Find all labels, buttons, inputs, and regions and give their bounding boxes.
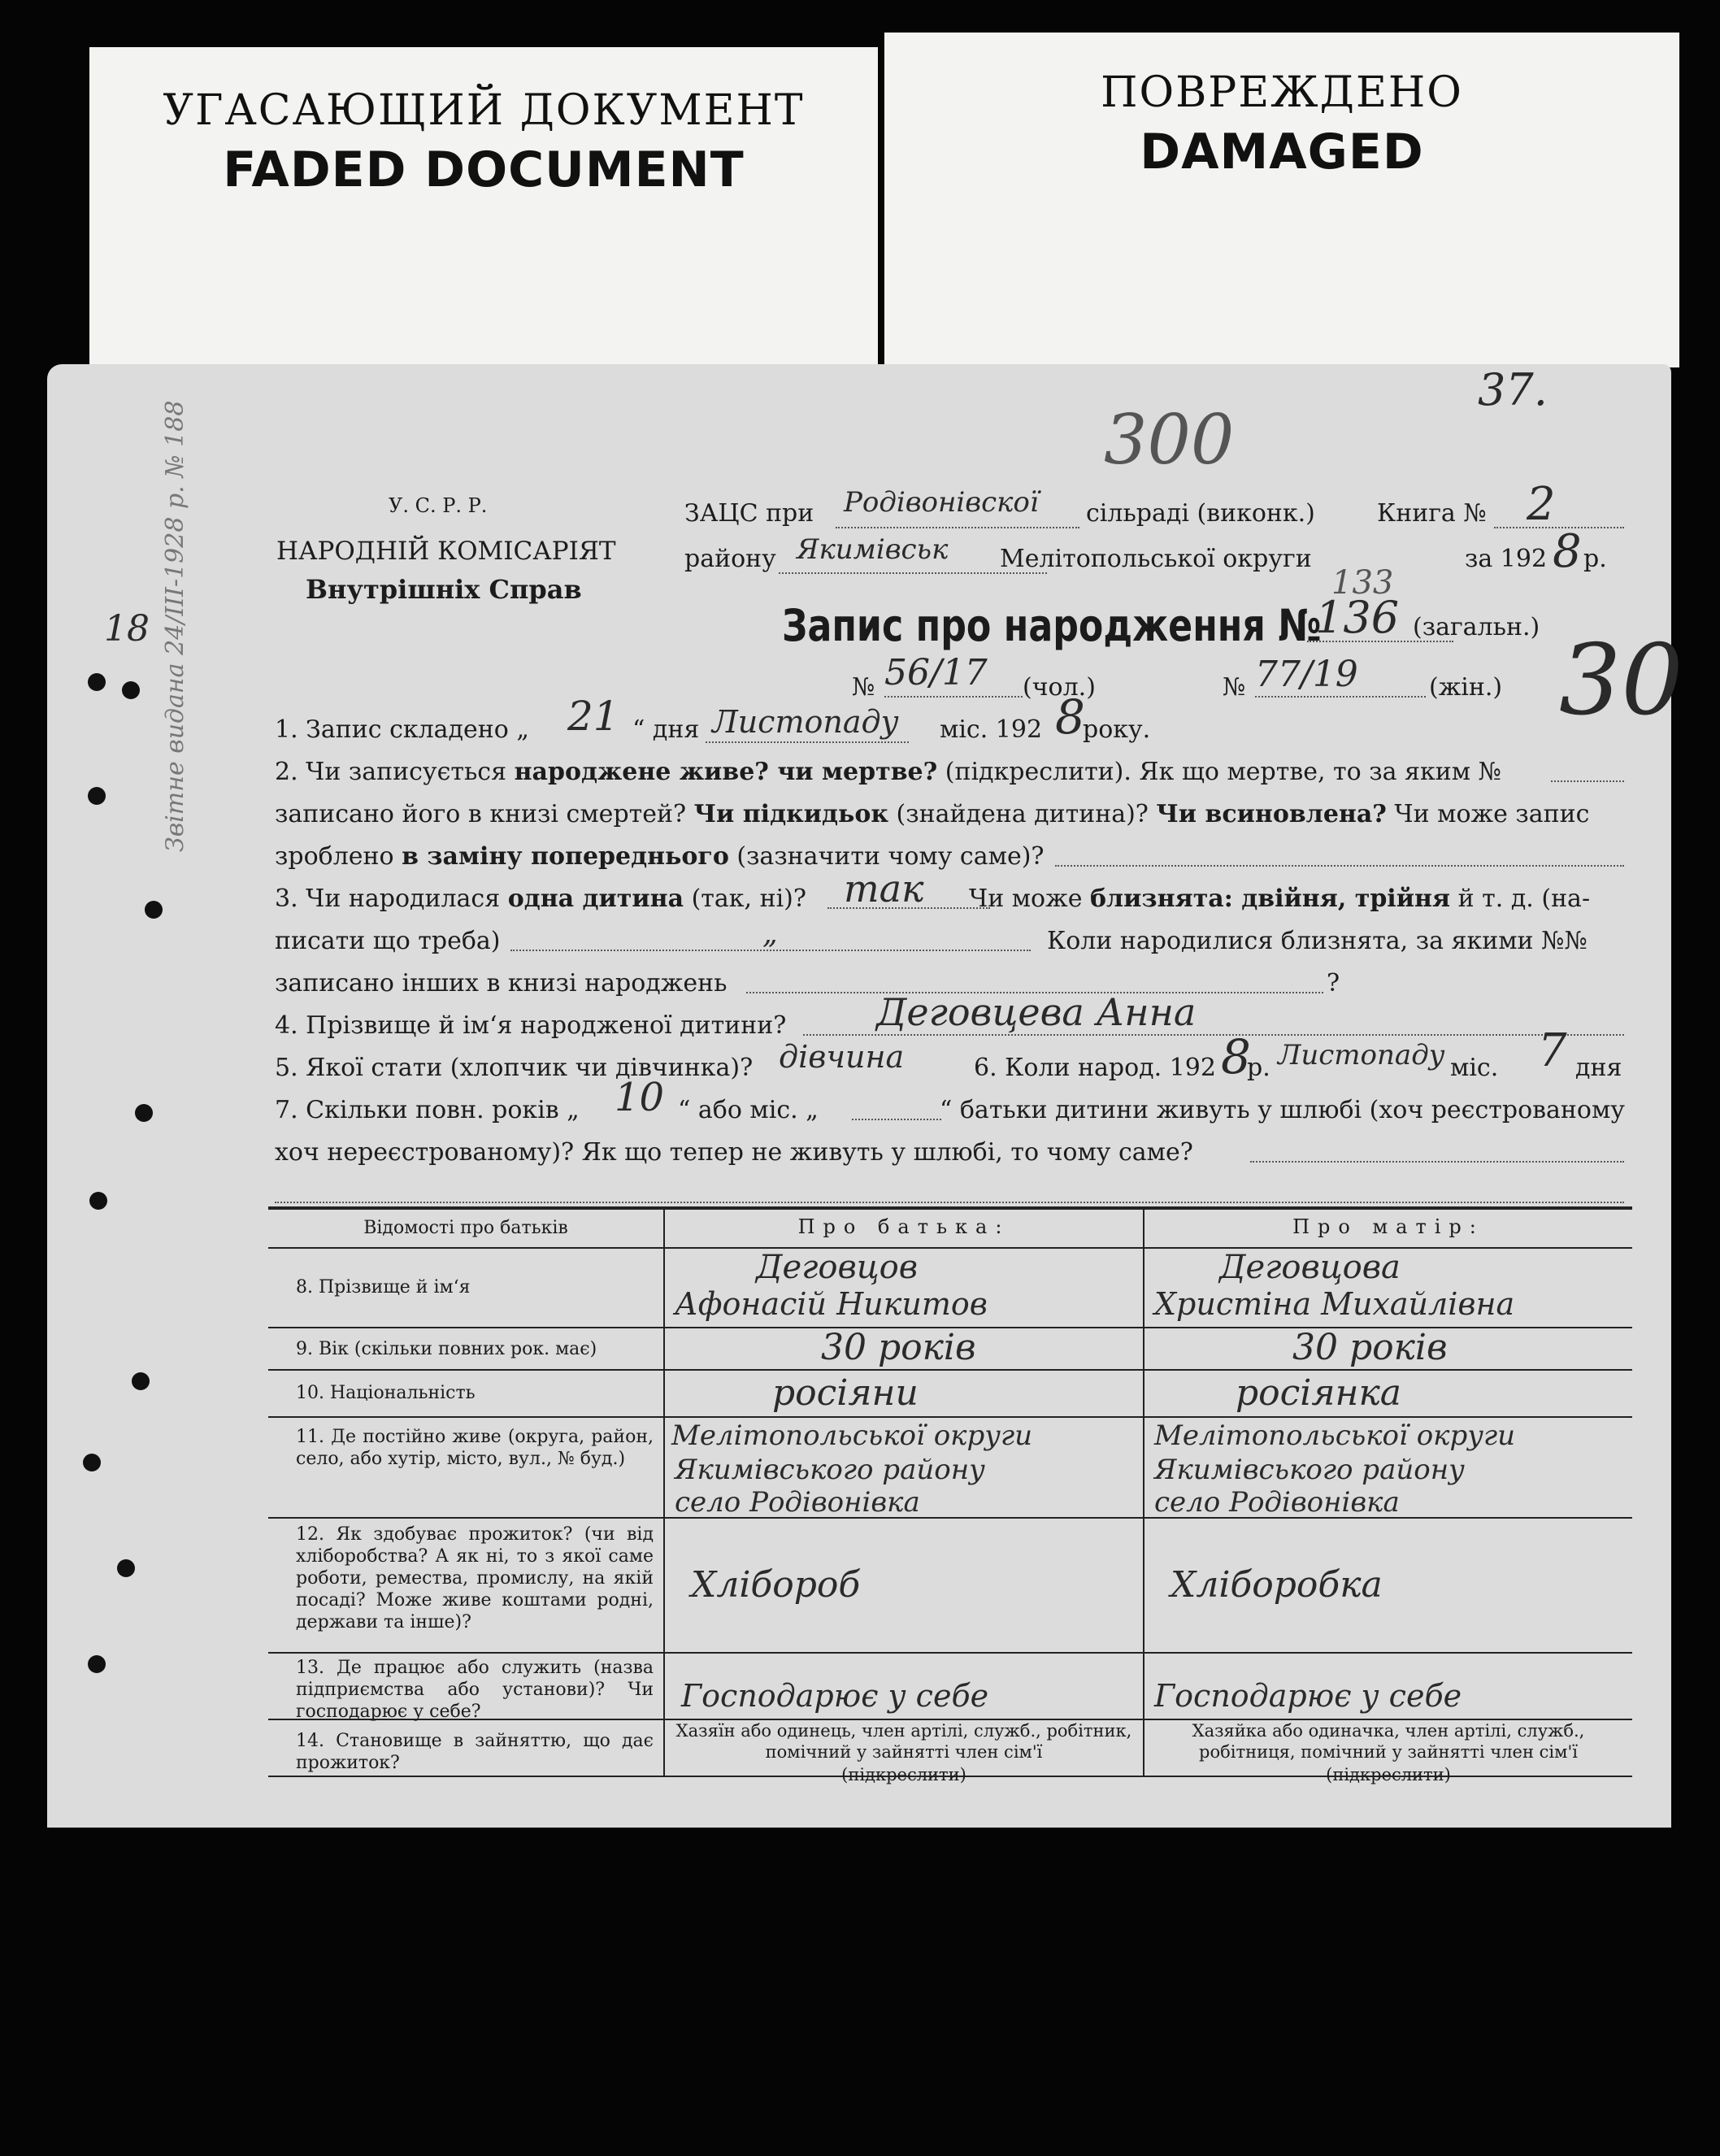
page-number: 37.	[1478, 364, 1548, 415]
internal-affairs-header: Внутрішніх Справ	[306, 574, 582, 605]
record-number: 300	[1104, 400, 1235, 480]
mother-name: Христіна Михайлівна	[1154, 1286, 1515, 1322]
mother-employment-note: (підкреслити)	[1326, 1765, 1451, 1784]
father-residence-2: Якимівського району	[675, 1454, 985, 1486]
female-number-label: (жін.)	[1429, 673, 1503, 702]
row-label-name: 8. Прізвище й ім‘я	[296, 1277, 471, 1298]
male-number-prefix: №	[852, 673, 875, 702]
district-value: Якимівськ	[797, 533, 949, 566]
record-total-number-top: 133	[1331, 564, 1394, 602]
total-label: (загальн.)	[1413, 613, 1540, 641]
binding-hole	[88, 673, 106, 691]
damaged-label-ru: ПОВРЕЖДЕНО	[1101, 68, 1463, 117]
father-livelihood: Хлібороб	[691, 1564, 861, 1606]
binding-hole	[135, 1104, 153, 1122]
q1-middle: “ дня	[632, 715, 700, 744]
q7-years: 10	[615, 1075, 665, 1120]
q3-line3-b: ?	[1327, 969, 1340, 998]
mother-workplace: Господарює у себе	[1154, 1678, 1462, 1714]
q1-prefix: 1. Запис складено „	[275, 715, 529, 744]
year-prefix: за 192	[1465, 545, 1548, 573]
book-label: Книга №	[1377, 499, 1487, 528]
binding-hole	[83, 1454, 101, 1471]
male-number-label: (чол.)	[1023, 673, 1096, 702]
q5-label: 5. Якої стати (хлопчик чи дівчинка)?	[275, 1054, 754, 1082]
faded-label-en: FADED DOCUMENT	[223, 141, 745, 198]
margin-vertical-note: Звітне видана 24/ІІІ-1928 р. № 188	[161, 400, 189, 852]
mother-employment-options: Хазяйка або одиначка, член артілі, служб., робітниця, помічний у зайнятті член сім'ї	[1192, 1721, 1585, 1762]
mother-residence-3: село Родівонівка	[1154, 1486, 1400, 1519]
binding-hole	[122, 681, 140, 699]
row-label-workplace: 13. Де працює або служить (назва підприємства або установи)? Чи господарює у себе?	[296, 1658, 654, 1722]
father-residence-1: Мелітопольської округи	[671, 1419, 1033, 1452]
q4-answer: Деговцева Анна	[876, 990, 1197, 1034]
father-workplace: Господарює у себе	[681, 1678, 989, 1714]
binding-hole	[117, 1559, 135, 1577]
q7-line2: хоч нереєстрованому)? Як що тепер не живуть у шлюбі, то чому саме?	[275, 1138, 1193, 1167]
q1-year: 8	[1055, 689, 1085, 745]
q6-month: Листопаду	[1278, 1039, 1445, 1071]
mother-nationality: росіянка	[1236, 1372, 1401, 1414]
book-number-value: 2	[1527, 478, 1556, 531]
row-label-livelihood: 12. Як здобуває прожиток? (чи від хліборобства? А як ні, то з якої саме роботи, ремества, промислу, на якій посаді? Може живе коштами родні, держави та інше)?	[296, 1524, 654, 1632]
q1-month: Листопаду	[712, 704, 899, 740]
q6-mis: міс.	[1450, 1054, 1499, 1082]
district-suffix: Мелітопольської округи	[1000, 545, 1312, 573]
q4-label: 4. Прізвище й ім‘я народженої дитини?	[275, 1011, 787, 1040]
header-parents-info: Відомості про батьків	[363, 1218, 568, 1238]
mother-age: 30 років	[1292, 1327, 1448, 1368]
binding-hole	[132, 1372, 150, 1390]
zags-suffix: сільраді (виконк.)	[1086, 499, 1315, 528]
q3-line1-a: 3. Чи народилася одна дитина (так, ні)?	[275, 885, 806, 913]
q6-dnya: дня	[1575, 1054, 1622, 1082]
father-surname: Деговцов	[756, 1249, 919, 1286]
margin-mark: 18	[104, 608, 150, 650]
q6-label: 6. Коли народ. 192	[974, 1054, 1216, 1082]
binding-hole	[88, 1655, 106, 1673]
q7-prefix: 7. Скільки повн. років „	[275, 1096, 580, 1124]
q3-line3-a: записано інших в книзі народжень	[275, 969, 728, 998]
mother-residence-1: Мелітопольської округи	[1154, 1419, 1516, 1452]
faded-label-ru: УГАСАЮЩИЙ ДОКУМЕНТ	[163, 86, 805, 135]
mother-surname: Деговцова	[1219, 1249, 1401, 1286]
side-number: 30	[1559, 624, 1683, 737]
binding-hole	[89, 1192, 107, 1210]
parents-table	[268, 1206, 1632, 2156]
ussr-header: У. С. Р. Р.	[389, 494, 488, 517]
q2-line1: 2. Чи записується народжене живе? чи мертве? (підкреслити). Як що мертве, то за яким №	[275, 758, 1501, 786]
commissariat-header: НАРОДНІЙ КОМІСАРІЯТ	[276, 537, 616, 566]
q2-line2: записано його в книзі смертей? Чи підкидьок (знайдена дитина)? Чи всиновлена? Чи може запис	[275, 800, 1590, 828]
q7-middle: “ або міс. „	[678, 1096, 819, 1124]
q6-day: 7	[1538, 1024, 1567, 1077]
year-value: 8	[1553, 525, 1582, 578]
father-employment-options: Хазяїн або одинець, член артілі, служб., робітник, помічний у зайнятті член сім'ї	[675, 1721, 1132, 1762]
row-label-residence: 11. Де постійно живе (округа, район, село, або хутір, місто, вул., № буд.)	[296, 1427, 654, 1469]
damaged-document-label	[884, 33, 1679, 367]
q5-answer: дівчина	[779, 1039, 905, 1075]
q3-line2-a: писати що треба)	[275, 927, 501, 955]
q3-answer: так	[844, 867, 924, 911]
header-father: Про батька:	[797, 1215, 1010, 1238]
faded-document-label	[89, 47, 878, 366]
father-name: Афонасій Никитов	[675, 1286, 988, 1322]
damaged-label-en: DAMAGED	[1140, 124, 1424, 180]
q6-year: 8	[1221, 1029, 1251, 1085]
male-number-value: 56/17	[884, 652, 988, 693]
q1-suffix-b: року.	[1083, 715, 1151, 744]
q1-suffix-a: міс. 192	[940, 715, 1043, 744]
district-prefix: району	[684, 545, 776, 573]
zags-prefix: ЗАЦС при	[684, 499, 814, 528]
q7-suffix: “ батьки дитини живуть у шлюбі (хоч реєстрованому	[940, 1096, 1625, 1124]
father-residence-3: село Родівонівка	[675, 1486, 920, 1519]
female-number-prefix: №	[1223, 673, 1246, 702]
row-label-nationality: 10. Національність	[296, 1383, 476, 1403]
row-label-age: 9. Вік (скільки повних рок. має)	[296, 1339, 597, 1359]
q3-line1-b: Чи може близнята: двійня, трійня й т. д. (на-	[969, 885, 1591, 913]
father-age: 30 років	[821, 1327, 976, 1368]
q6-r: р.	[1247, 1054, 1270, 1082]
mother-livelihood: Хліборобка	[1171, 1564, 1383, 1606]
mother-residence-2: Якимівського району	[1154, 1454, 1465, 1486]
q3-line2-b: Коли народилися близнята, за якими №№	[1047, 927, 1588, 955]
father-employment-note: (підкреслити)	[841, 1765, 966, 1784]
year-suffix: р.	[1583, 545, 1607, 573]
row-label-employment: 14. Становище в зайняттю, що дає прожиток?	[296, 1731, 654, 1773]
zags-village-value: Родівонівскої	[844, 486, 1039, 519]
female-number-value: 77/19	[1255, 654, 1358, 695]
father-nationality: росіяни	[772, 1372, 919, 1414]
binding-hole	[145, 901, 163, 919]
record-title: Запис про народження №	[782, 600, 1322, 651]
header-mother: Про матір:	[1292, 1215, 1484, 1238]
q1-day: 21	[567, 693, 619, 740]
binding-hole	[88, 787, 106, 805]
q3-line2-answer: „	[762, 917, 778, 950]
record-total-number: 136	[1315, 592, 1400, 643]
q2-line3: зроблено в заміну попереднього (зазначити чому саме)?	[275, 842, 1045, 871]
